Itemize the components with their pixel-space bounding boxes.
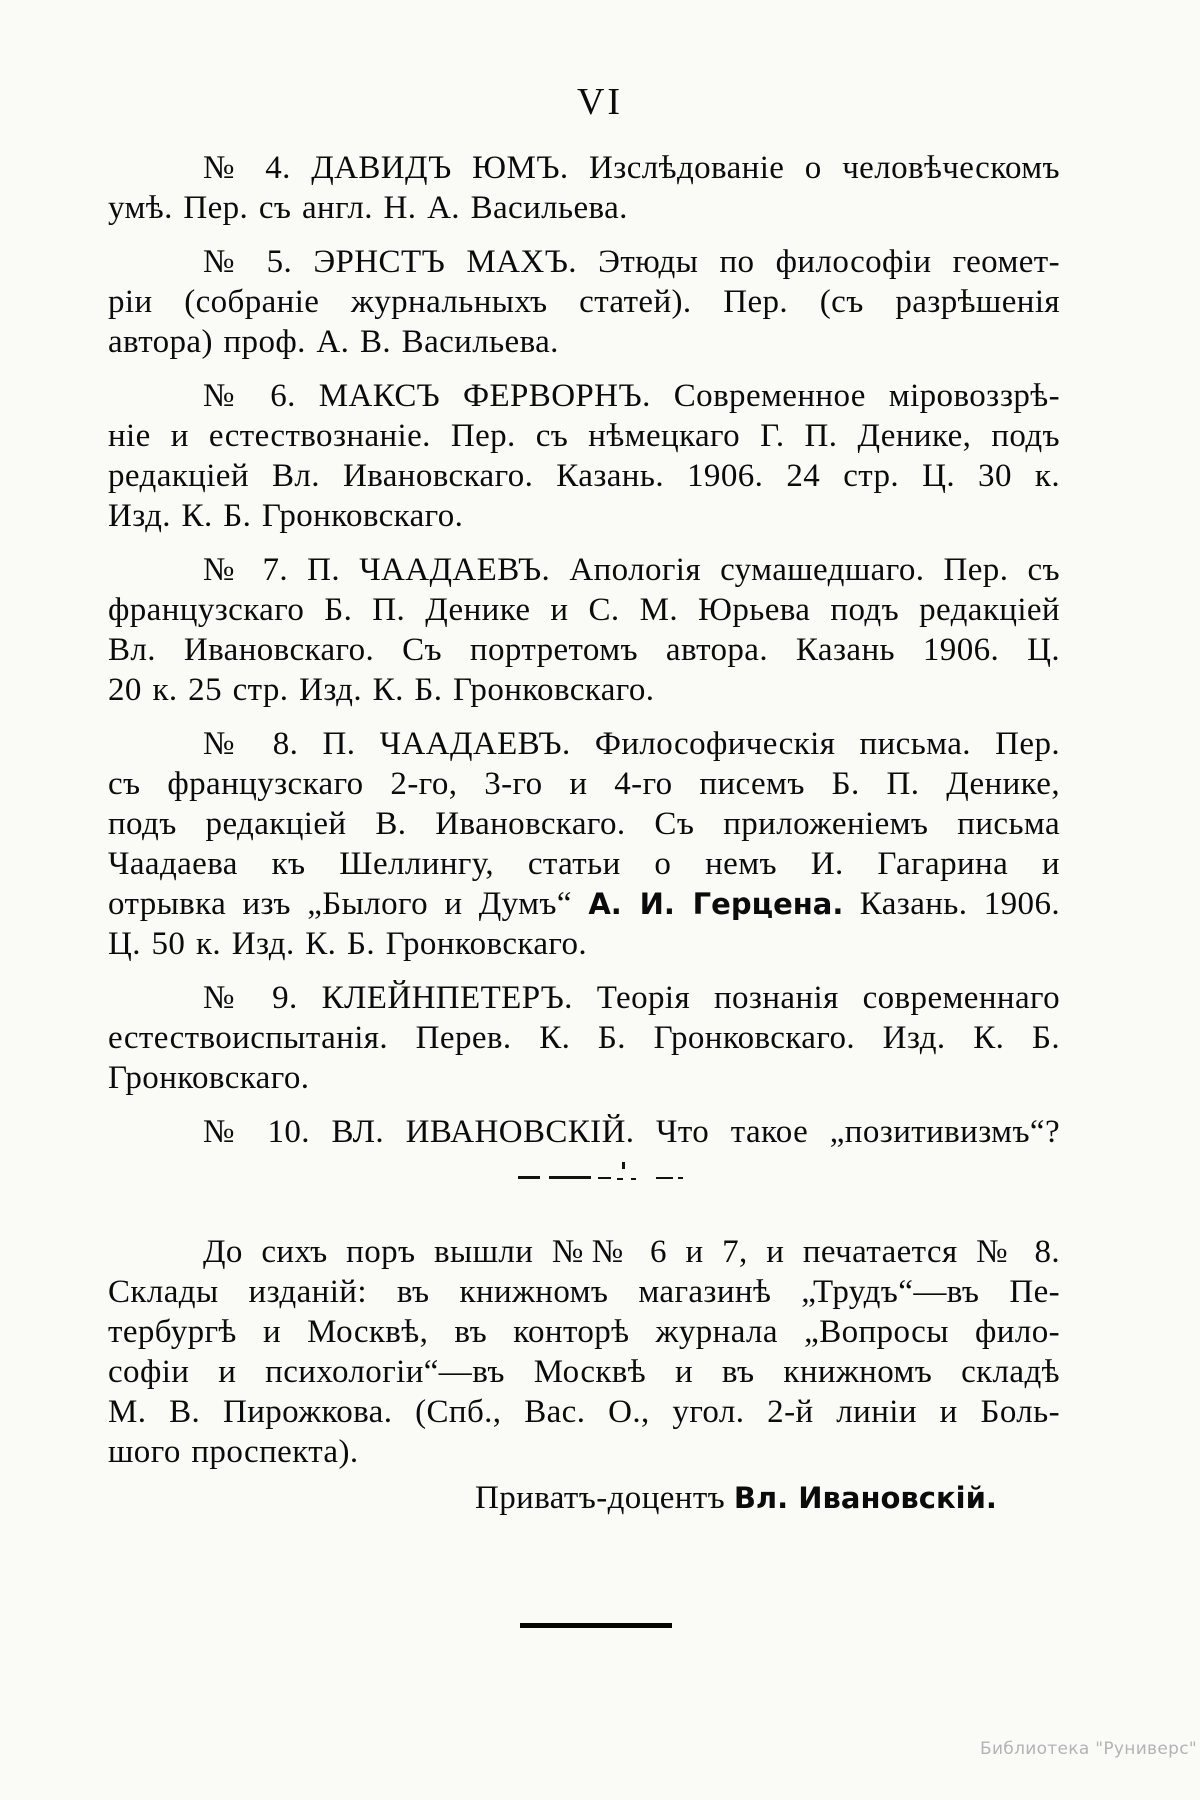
page-number: VI — [576, 81, 624, 123]
entry-no-5 — [108, 242, 1060, 362]
entry-no-6 — [108, 376, 1060, 536]
entry-line: Чаадаева къ Шеллингу, статьи о немъ И. Гагарина и — [108, 846, 1060, 882]
notice-line: тербургѣ и Москвѣ, въ конторѣ журнала „Вопросы фило- — [108, 1314, 1060, 1350]
entry-line: Изд. К. Б. Гронковскаго. — [108, 498, 464, 534]
entry-no-4 — [108, 148, 1060, 228]
entry-line: № 8. П. ЧААДАЕВЪ. Философическія письма. Пер. — [203, 726, 1060, 762]
bibliography-list — [108, 148, 1060, 1166]
entry-line: Ц. 50 к. Изд. К. Б. Гронковскаго. — [108, 926, 588, 962]
notice-line: софіи и психологіи“—въ Москвѣ и въ книжномъ складѣ — [108, 1354, 1060, 1390]
notice-line: М. В. Пирожкова. (Спб., Вас. О., угол. 2-й линіи и Боль- — [108, 1394, 1060, 1430]
entry-line: редакціей Вл. Ивановскаго. Казань. 1906. 24 стр. Ц. 30 к. — [108, 458, 1060, 494]
entry-line: Гронковскаго. — [108, 1060, 310, 1096]
notice-line: шого проспекта). — [108, 1434, 359, 1470]
entry-no-8 — [108, 724, 1060, 964]
entry-line: подъ редакціей В. Ивановскаго. Съ приложеніемъ письма — [108, 806, 1060, 842]
entry-line: № 6. МАКСЪ ФЕРВОРНЪ. Современное міровоззрѣ- — [203, 378, 1060, 414]
entry-line: ніе и естествознаніе. Пер. съ нѣмецкаго Г. П. Денике, подъ — [108, 418, 1060, 454]
entry-line: 20 к. 25 стр. Изд. К. Б. Гронковскаго. — [108, 672, 655, 708]
dashed-divider — [518, 1162, 683, 1184]
entry-line: автора) проф. А. В. Васильева. — [108, 324, 559, 360]
notice-line: До сихъ поръ вышли №№ 6 и 7, и печатается № 8. — [203, 1234, 1060, 1270]
entry-line: Вл. Ивановскаго. Съ портретомъ автора. Казань 1906. Ц. — [108, 632, 1060, 668]
entry-line-with-bold — [108, 884, 1060, 924]
entry-line: № 10. ВЛ. ИВАНОВСКІЙ. Что такое „позитивизмъ“? — [203, 1114, 1060, 1150]
notice-line: Склады изданій: въ книжномъ магазинѣ „Трудъ“—въ Пе- — [108, 1274, 1060, 1310]
entry-line: естествоиспытанія. Перев. К. Б. Гронковскаго. Изд. К. Б. — [108, 1020, 1060, 1056]
entry-line: съ французскаго 2-го, 3-го и 4-го писемъ Б. П. Денике, — [108, 766, 1060, 802]
signature-line — [475, 1478, 997, 1518]
library-watermark: Библиотека "Руниверс" — [980, 1739, 1197, 1759]
entry-line: № 4. ДАВИДЪ ЮМЪ. Изслѣдованіе о человѣческомъ — [203, 150, 1060, 186]
entry-line: № 9. КЛЕЙНПЕТЕРЪ. Теорія познанія современнаго — [203, 980, 1060, 1016]
entry-line: № 7. П. ЧААДАЕВЪ. Апологія сумашедшаго. Пер. съ — [203, 552, 1060, 588]
entry-no-7 — [108, 550, 1060, 710]
entry-no-10 — [108, 1112, 1060, 1152]
availability-notice — [108, 1232, 1060, 1472]
entry-line: ріи (собраніе журнальныхъ статей). Пер. (съ разрѣшенія — [108, 284, 1060, 320]
signature-name-bold: Вл. Ивановскій. — [733, 1481, 997, 1515]
herzen-name-bold: А. И. Герцена. — [588, 887, 844, 921]
bottom-rule — [520, 1623, 672, 1628]
entry-line: французскаго Б. П. Денике и С. М. Юрьева подъ редакціей — [108, 592, 1060, 628]
entry-line: № 5. ЭРНСТЪ МАХЪ. Этюды по философіи геомет- — [203, 244, 1060, 280]
signature-title: Приватъ-доцентъ — [475, 1480, 734, 1516]
entry-line-text: Казань. 1906. — [843, 886, 1060, 922]
entry-no-9 — [108, 978, 1060, 1098]
entry-line-text: отрывка изъ „Былого и Думъ“ — [108, 886, 589, 922]
entry-line: умѣ. Пер. съ англ. Н. А. Васильева. — [108, 190, 628, 226]
